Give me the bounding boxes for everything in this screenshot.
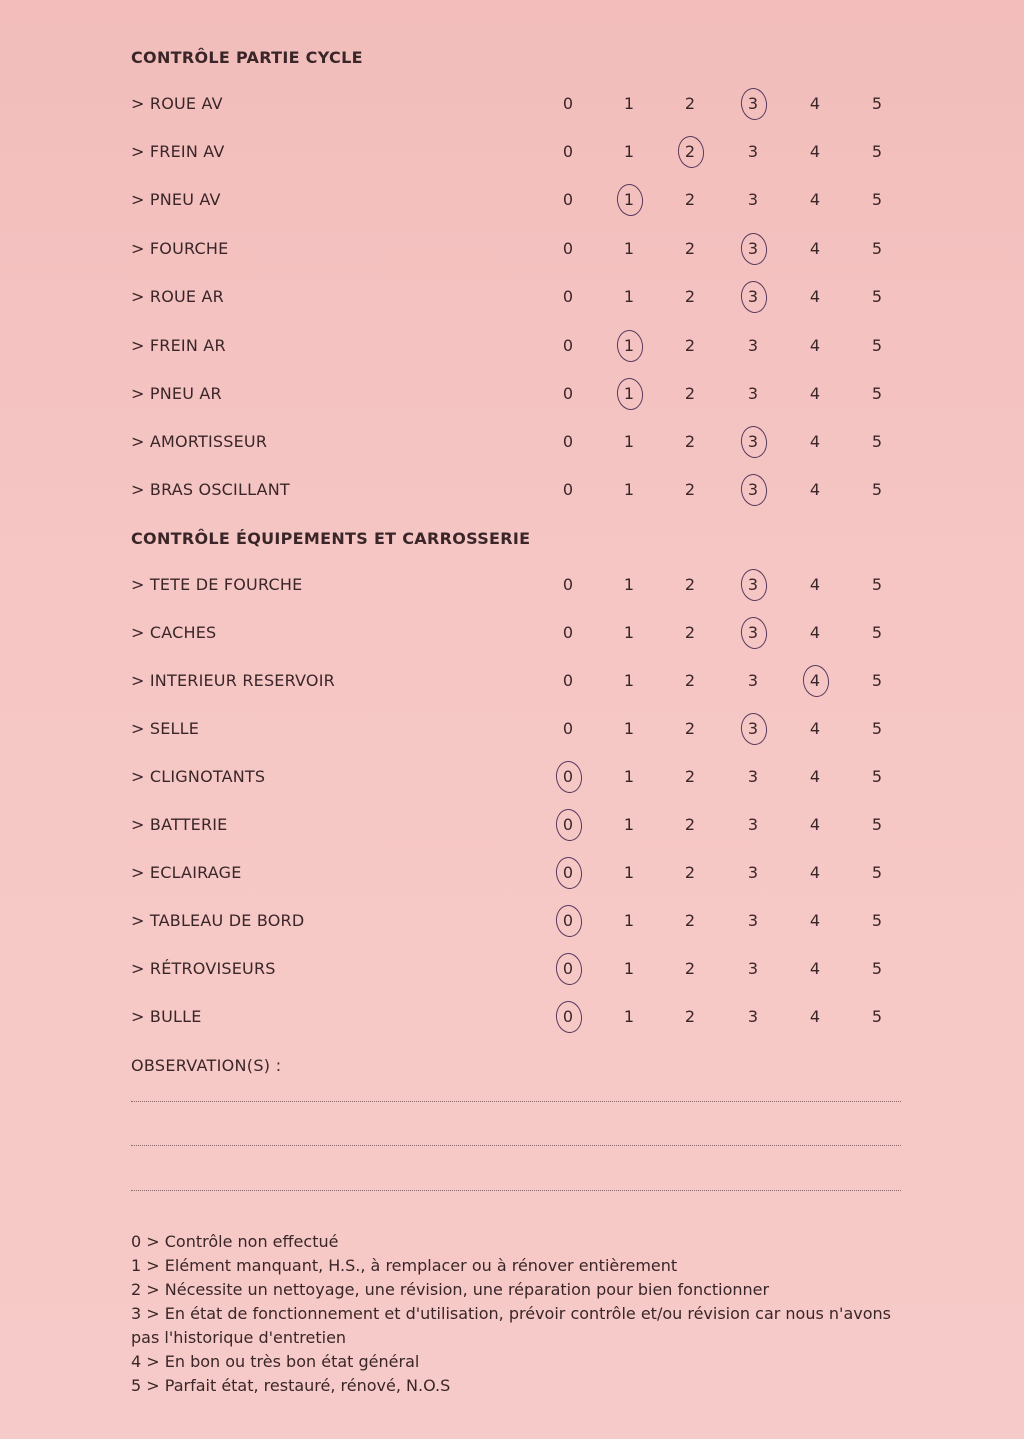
score-option[interactable]: 1 — [623, 1007, 635, 1026]
rating-row — [0, 715, 1024, 745]
score-option[interactable]: 4 — [809, 863, 821, 882]
rating-item-label: > RÉTROVISEURS — [131, 959, 276, 978]
score-option[interactable]: 5 — [871, 142, 883, 161]
score-option[interactable]: 0 — [562, 94, 574, 113]
score-option[interactable]: 5 — [871, 623, 883, 642]
score-option[interactable]: 4 — [809, 336, 821, 355]
score-option[interactable]: 5 — [871, 767, 883, 786]
score-option[interactable]: 2 — [684, 671, 696, 690]
selected-score[interactable]: 0 — [550, 911, 586, 930]
score-option[interactable]: 4 — [809, 432, 821, 451]
score-option[interactable]: 5 — [871, 480, 883, 499]
observations-label: OBSERVATION(S) : — [131, 1056, 282, 1075]
rating-row — [0, 955, 1024, 985]
rating-item-label: > INTERIEUR RESERVOIR — [131, 671, 335, 690]
score-option[interactable]: 1 — [623, 863, 635, 882]
selected-score[interactable]: 0 — [550, 767, 586, 786]
rating-item-label: > ECLAIRAGE — [131, 863, 242, 882]
score-option[interactable]: 5 — [871, 432, 883, 451]
rating-item-label: > FREIN AR — [131, 336, 226, 355]
score-option[interactable]: 1 — [623, 287, 635, 306]
score-option[interactable]: 2 — [684, 384, 696, 403]
score-option[interactable]: 4 — [809, 239, 821, 258]
rating-row — [0, 186, 1024, 216]
selected-score[interactable]: 1 — [611, 190, 647, 209]
rating-row — [0, 476, 1024, 506]
legend-item: 3 > En état de fonctionnement et d'utilisation, prévoir contrôle et/ou révision car nous n'avons pas l'historique d'entretien — [131, 1304, 891, 1347]
score-option[interactable]: 2 — [684, 1007, 696, 1026]
rating-item-label: > FOURCHE — [131, 239, 229, 258]
score-option[interactable]: 2 — [684, 287, 696, 306]
score-option[interactable]: 1 — [623, 480, 635, 499]
selected-score[interactable]: 3 — [735, 480, 771, 499]
score-option[interactable]: 2 — [684, 815, 696, 834]
score-option[interactable]: 3 — [747, 1007, 759, 1026]
rating-row — [0, 235, 1024, 265]
score-option[interactable]: 3 — [747, 671, 759, 690]
rating-row — [0, 811, 1024, 841]
score-option[interactable]: 4 — [809, 719, 821, 738]
score-option[interactable]: 2 — [684, 239, 696, 258]
rating-row — [0, 619, 1024, 649]
score-option[interactable]: 4 — [809, 575, 821, 594]
score-option[interactable]: 2 — [684, 336, 696, 355]
score-option[interactable]: 0 — [562, 432, 574, 451]
score-option[interactable]: 0 — [562, 671, 574, 690]
score-option[interactable]: 5 — [871, 671, 883, 690]
selected-score[interactable]: 3 — [735, 623, 771, 642]
score-option[interactable]: 5 — [871, 863, 883, 882]
score-option[interactable]: 0 — [562, 239, 574, 258]
score-option[interactable]: 3 — [747, 190, 759, 209]
score-option[interactable]: 0 — [562, 287, 574, 306]
rating-item-label: > TETE DE FOURCHE — [131, 575, 303, 594]
score-option[interactable]: 1 — [623, 671, 635, 690]
score-option[interactable]: 5 — [871, 384, 883, 403]
score-option[interactable]: 4 — [809, 190, 821, 209]
selected-score[interactable]: 3 — [735, 575, 771, 594]
section-title-cycle: CONTRÔLE PARTIE CYCLE — [131, 48, 363, 67]
rating-item-label: > SELLE — [131, 719, 200, 738]
selected-score[interactable]: 0 — [550, 959, 586, 978]
rating-item-label: > PNEU AR — [131, 384, 222, 403]
rating-item-label: > BRAS OSCILLANT — [131, 480, 290, 499]
score-option[interactable]: 1 — [623, 719, 635, 738]
selected-score[interactable]: 1 — [611, 336, 647, 355]
score-option[interactable]: 4 — [809, 94, 821, 113]
rating-item-label: > TABLEAU DE BORD — [131, 911, 305, 930]
score-option[interactable]: 1 — [623, 239, 635, 258]
rating-row — [0, 859, 1024, 889]
score-option[interactable]: 2 — [684, 94, 696, 113]
observation-line — [131, 1145, 901, 1146]
score-option[interactable]: 5 — [871, 815, 883, 834]
selected-score[interactable]: 0 — [550, 863, 586, 882]
score-option[interactable]: 4 — [809, 623, 821, 642]
score-option[interactable]: 2 — [684, 767, 696, 786]
score-option[interactable]: 2 — [684, 480, 696, 499]
selected-score[interactable]: 3 — [735, 239, 771, 258]
score-option[interactable]: 0 — [562, 190, 574, 209]
rating-item-label: > CACHES — [131, 623, 217, 642]
score-option[interactable]: 0 — [562, 384, 574, 403]
score-option[interactable]: 1 — [623, 142, 635, 161]
legend-item: 0 > Contrôle non effectué — [131, 1232, 339, 1251]
legend-item: 4 > En bon ou très bon état général — [131, 1352, 420, 1371]
score-option[interactable]: 2 — [684, 623, 696, 642]
rating-row — [0, 1003, 1024, 1033]
rating-row — [0, 90, 1024, 120]
score-option[interactable]: 1 — [623, 911, 635, 930]
rating-row — [0, 428, 1024, 458]
score-option[interactable]: 0 — [562, 623, 574, 642]
score-option[interactable]: 3 — [747, 959, 759, 978]
score-option[interactable]: 2 — [684, 863, 696, 882]
score-option[interactable]: 5 — [871, 287, 883, 306]
rating-item-label: > FREIN AV — [131, 142, 225, 161]
score-option[interactable]: 0 — [562, 336, 574, 355]
rating-row — [0, 763, 1024, 793]
rating-item-label: > BATTERIE — [131, 815, 228, 834]
score-option[interactable]: 2 — [684, 432, 696, 451]
score-option[interactable]: 1 — [623, 623, 635, 642]
score-option[interactable]: 5 — [871, 190, 883, 209]
score-option[interactable]: 1 — [623, 575, 635, 594]
score-option[interactable]: 0 — [562, 719, 574, 738]
selected-score[interactable]: 0 — [550, 815, 586, 834]
score-option[interactable]: 3 — [747, 911, 759, 930]
rating-item-label: > ROUE AV — [131, 94, 223, 113]
legend-item: 1 > Elément manquant, H.S., à remplacer ou à rénover entièrement — [131, 1256, 678, 1275]
observation-line — [131, 1101, 901, 1102]
rating-row — [0, 907, 1024, 937]
score-option[interactable]: 5 — [871, 239, 883, 258]
score-option[interactable]: 4 — [809, 142, 821, 161]
rating-item-label: > ROUE AR — [131, 287, 224, 306]
score-option[interactable]: 2 — [684, 190, 696, 209]
score-option[interactable]: 4 — [809, 287, 821, 306]
score-option[interactable]: 1 — [623, 94, 635, 113]
rating-item-label: > CLIGNOTANTS — [131, 767, 266, 786]
score-option[interactable]: 5 — [871, 719, 883, 738]
rating-item-label: > BULLE — [131, 1007, 202, 1026]
score-option[interactable]: 3 — [747, 863, 759, 882]
rating-item-label: > AMORTISSEUR — [131, 432, 268, 451]
score-option[interactable]: 3 — [747, 767, 759, 786]
score-option[interactable]: 5 — [871, 575, 883, 594]
selected-score[interactable]: 3 — [735, 432, 771, 451]
score-option[interactable]: 5 — [871, 959, 883, 978]
score-option[interactable]: 4 — [809, 384, 821, 403]
rating-row — [0, 283, 1024, 313]
selected-score[interactable]: 3 — [735, 94, 771, 113]
score-option[interactable]: 2 — [684, 719, 696, 738]
score-option[interactable]: 4 — [809, 767, 821, 786]
selected-score[interactable]: 3 — [735, 287, 771, 306]
score-option[interactable]: 1 — [623, 959, 635, 978]
selected-score[interactable]: 4 — [797, 671, 833, 690]
score-option[interactable]: 3 — [747, 384, 759, 403]
score-option[interactable]: 4 — [809, 1007, 821, 1026]
score-option[interactable]: 1 — [623, 432, 635, 451]
score-option[interactable]: 2 — [684, 959, 696, 978]
score-option[interactable]: 1 — [623, 767, 635, 786]
score-option[interactable]: 5 — [871, 1007, 883, 1026]
rating-row — [0, 332, 1024, 362]
score-option[interactable]: 2 — [684, 911, 696, 930]
score-option[interactable]: 4 — [809, 815, 821, 834]
score-option[interactable]: 4 — [809, 480, 821, 499]
selected-score[interactable]: 1 — [611, 384, 647, 403]
score-option[interactable]: 5 — [871, 336, 883, 355]
score-option[interactable]: 2 — [684, 575, 696, 594]
rating-row — [0, 380, 1024, 410]
rating-row — [0, 667, 1024, 697]
score-option[interactable]: 3 — [747, 336, 759, 355]
score-option[interactable]: 4 — [809, 959, 821, 978]
score-option[interactable]: 1 — [623, 815, 635, 834]
selected-score[interactable]: 0 — [550, 1007, 586, 1026]
selected-score[interactable]: 2 — [672, 142, 708, 161]
score-option[interactable]: 5 — [871, 911, 883, 930]
score-option[interactable]: 5 — [871, 94, 883, 113]
legend-item: 5 > Parfait état, restauré, rénové, N.O.S — [131, 1376, 451, 1395]
score-option[interactable]: 3 — [747, 142, 759, 161]
rating-item-label: > PNEU AV — [131, 190, 221, 209]
selected-score[interactable]: 3 — [735, 719, 771, 738]
rating-legend — [131, 1230, 911, 1398]
legend-item: 2 > Nécessite un nettoyage, une révision, une réparation pour bien fonctionner — [131, 1280, 770, 1299]
rating-row — [0, 571, 1024, 601]
score-option[interactable]: 0 — [562, 480, 574, 499]
score-option[interactable]: 0 — [562, 142, 574, 161]
score-option[interactable]: 0 — [562, 575, 574, 594]
score-option[interactable]: 3 — [747, 815, 759, 834]
observation-line — [131, 1190, 901, 1191]
score-option[interactable]: 4 — [809, 911, 821, 930]
section-title-equipment: CONTRÔLE ÉQUIPEMENTS ET CARROSSERIE — [131, 529, 531, 548]
rating-row — [0, 138, 1024, 168]
